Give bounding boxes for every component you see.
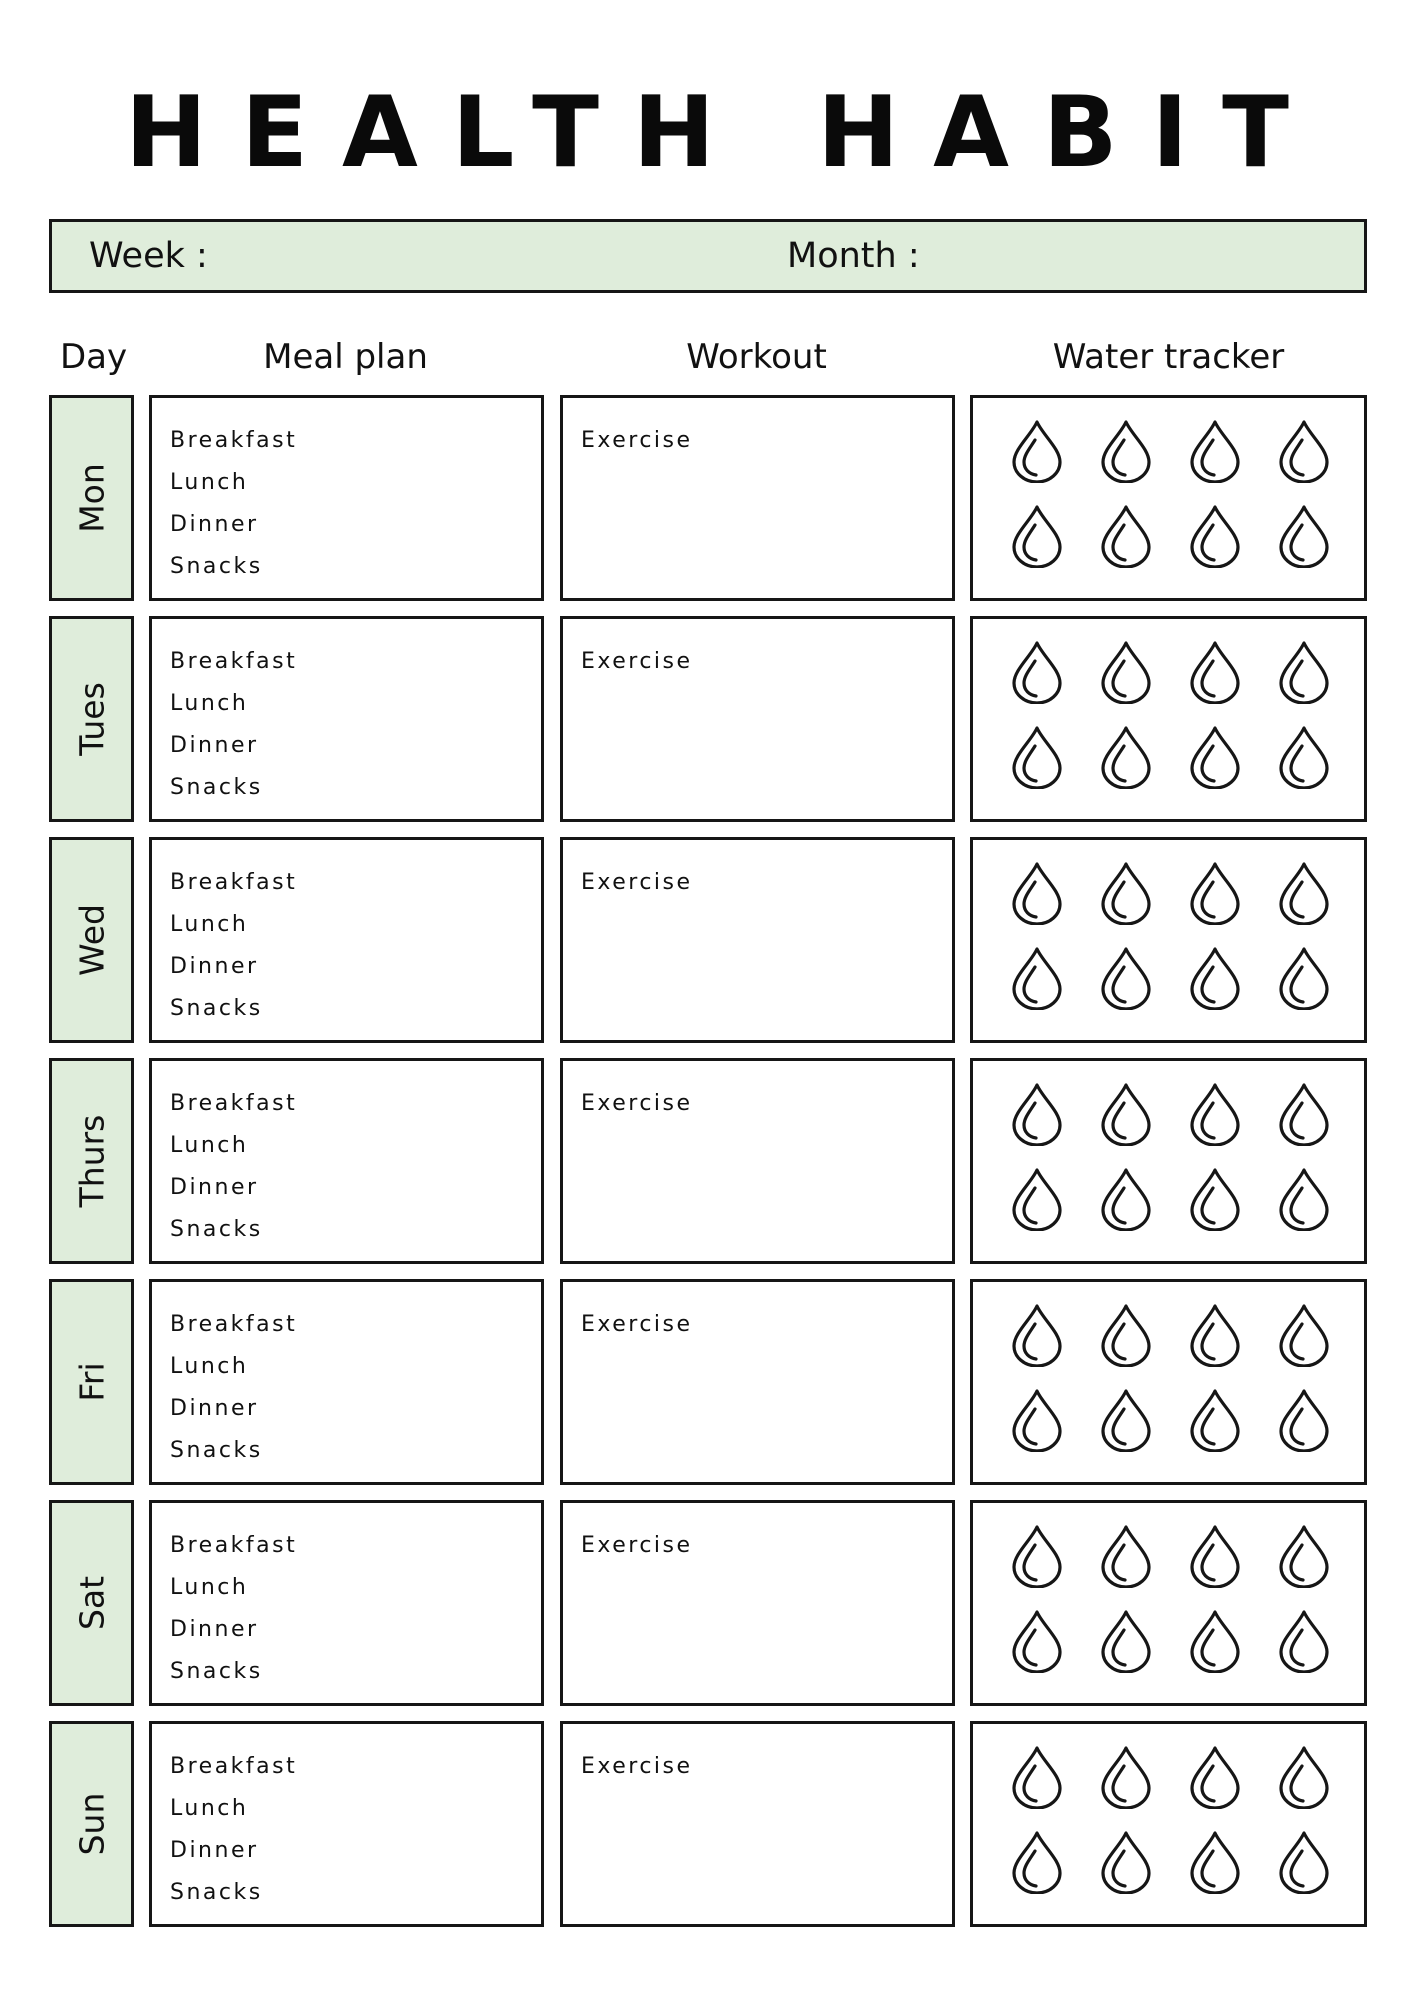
meal-list [170,1304,297,1472]
meal-plan-cell[interactable] [149,1721,544,1927]
meal-item-breakfast: Breakfast [170,1091,298,1116]
water-tracker-cell [970,1058,1367,1264]
water-drop-icon[interactable] [1187,1388,1243,1452]
day-cell [49,1058,134,1264]
water-drop-icon[interactable] [1276,725,1332,789]
water-drop-icon[interactable] [1098,1082,1154,1146]
water-drop-icon[interactable] [1187,640,1243,704]
meal-item-lunch: Lunch [170,1354,249,1379]
meal-item-lunch: Lunch [170,1575,249,1600]
exercise-label: Exercise [581,870,693,895]
meal-list [170,1525,297,1693]
water-drop-icon[interactable] [1187,1830,1243,1894]
exercise-label: Exercise [581,649,693,674]
meal-item-dinner: Dinner [170,1396,259,1421]
workout-cell[interactable] [560,1058,955,1264]
water-drops [1009,861,1339,1010]
meal-item-snacks: Snacks [170,1880,263,1905]
water-drop-icon[interactable] [1276,419,1332,483]
meal-list [170,641,297,809]
water-drop-icon[interactable] [1009,1745,1065,1809]
water-drop-icon[interactable] [1187,861,1243,925]
workout-cell[interactable] [560,395,955,601]
weekly-table [0,395,1414,1942]
meal-list [170,862,297,1030]
water-drop-icon[interactable] [1009,1167,1065,1231]
water-drop-icon[interactable] [1187,1745,1243,1809]
water-drop-icon[interactable] [1098,1524,1154,1588]
water-drop-icon[interactable] [1187,419,1243,483]
meal-plan-cell[interactable] [149,395,544,601]
meal-item-dinner: Dinner [170,1838,259,1863]
meal-item-lunch: Lunch [170,912,249,937]
meal-item-snacks: Snacks [170,775,263,800]
workout-cell[interactable] [560,837,955,1043]
day-cell [49,837,134,1043]
water-drops [1009,419,1339,568]
day-row-sun [0,1721,1414,1927]
water-drop-icon[interactable] [1009,1303,1065,1367]
exercise-label: Exercise [581,1754,693,1779]
column-header-meal-plan: Meal plan [263,337,428,377]
meal-item-dinner: Dinner [170,954,259,979]
meal-item-snacks: Snacks [170,996,263,1021]
water-tracker-cell [970,837,1367,1043]
water-drop-icon[interactable] [1009,1830,1065,1894]
day-label: Wed [72,904,111,976]
day-label: Fri [72,1362,111,1402]
water-drop-icon[interactable] [1276,1388,1332,1452]
water-drop-icon[interactable] [1276,1830,1332,1894]
day-label: Sun [72,1792,111,1856]
workout-cell[interactable] [560,1279,955,1485]
meal-item-breakfast: Breakfast [170,870,298,895]
water-drops [1009,1082,1339,1231]
water-drop-icon[interactable] [1098,419,1154,483]
meal-list [170,1083,297,1251]
meal-item-lunch: Lunch [170,1133,249,1158]
day-cell [49,395,134,601]
water-drop-icon[interactable] [1098,504,1154,568]
meal-plan-cell[interactable] [149,837,544,1043]
day-row-tues [0,616,1414,822]
week-month-bar [49,219,1367,293]
water-tracker-cell [970,395,1367,601]
water-drop-icon[interactable] [1187,1167,1243,1231]
water-drop-icon[interactable] [1009,504,1065,568]
day-label: Tues [72,682,111,756]
meal-item-snacks: Snacks [170,554,263,579]
water-drop-icon[interactable] [1009,1524,1065,1588]
meal-item-dinner: Dinner [170,733,259,758]
meal-item-snacks: Snacks [170,1217,263,1242]
meal-plan-cell[interactable] [149,1058,544,1264]
water-drop-icon[interactable] [1009,1609,1065,1673]
water-drops [1009,640,1339,789]
water-drop-icon[interactable] [1276,1167,1332,1231]
day-label: Thurs [72,1114,111,1208]
day-cell [49,616,134,822]
exercise-label: Exercise [581,428,693,453]
water-drop-icon[interactable] [1187,504,1243,568]
meal-item-breakfast: Breakfast [170,428,298,453]
meal-plan-cell[interactable] [149,1279,544,1485]
water-drop-icon[interactable] [1098,1830,1154,1894]
water-drop-icon[interactable] [1009,1082,1065,1146]
meal-item-breakfast: Breakfast [170,649,298,674]
exercise-label: Exercise [581,1312,693,1337]
meal-item-snacks: Snacks [170,1659,263,1684]
day-cell [49,1500,134,1706]
water-drop-icon[interactable] [1009,1388,1065,1452]
water-drop-icon[interactable] [1098,1388,1154,1452]
page-title: HEALTH HABIT [125,76,1323,190]
day-cell [49,1721,134,1927]
water-drop-icon[interactable] [1187,725,1243,789]
water-drop-icon[interactable] [1009,640,1065,704]
water-drop-icon[interactable] [1098,1609,1154,1673]
meal-item-snacks: Snacks [170,1438,263,1463]
water-drop-icon[interactable] [1276,1609,1332,1673]
water-drop-icon[interactable] [1187,1082,1243,1146]
workout-cell[interactable] [560,1721,955,1927]
day-row-fri [0,1279,1414,1485]
water-drops [1009,1303,1339,1452]
day-row-thurs [0,1058,1414,1264]
column-header-water-tracker: Water tracker [1052,337,1285,377]
water-drops [1009,1745,1339,1894]
column-header-day: Day [60,337,128,377]
water-drop-icon[interactable] [1098,640,1154,704]
meal-item-dinner: Dinner [170,1617,259,1642]
meal-item-breakfast: Breakfast [170,1312,298,1337]
meal-item-lunch: Lunch [170,470,249,495]
day-row-mon [0,395,1414,601]
column-header-workout: Workout [686,337,827,377]
water-drop-icon[interactable] [1276,1303,1332,1367]
water-drop-icon[interactable] [1187,1609,1243,1673]
day-label: Sat [72,1575,111,1631]
meal-item-lunch: Lunch [170,691,249,716]
water-drop-icon[interactable] [1009,419,1065,483]
day-cell [49,1279,134,1485]
meal-plan-cell[interactable] [149,1500,544,1706]
water-tracker-cell [970,1279,1367,1485]
meal-plan-cell[interactable] [149,616,544,822]
meal-item-dinner: Dinner [170,512,259,537]
water-tracker-cell [970,616,1367,822]
water-drop-icon[interactable] [1098,861,1154,925]
day-row-sat [0,1500,1414,1706]
water-drops [1009,1524,1339,1673]
week-field-label[interactable]: Week : [89,236,208,276]
water-drop-icon[interactable] [1276,1745,1332,1809]
meal-item-breakfast: Breakfast [170,1754,298,1779]
meal-item-lunch: Lunch [170,1796,249,1821]
water-drop-icon[interactable] [1098,1167,1154,1231]
exercise-label: Exercise [581,1091,693,1116]
water-drop-icon[interactable] [1187,1303,1243,1367]
water-drop-icon[interactable] [1276,1524,1332,1588]
water-drop-icon[interactable] [1098,946,1154,1010]
water-tracker-cell [970,1721,1367,1927]
water-tracker-cell [970,1500,1367,1706]
day-row-wed [0,837,1414,1043]
water-drop-icon[interactable] [1009,861,1065,925]
workout-cell[interactable] [560,616,955,822]
workout-cell[interactable] [560,1500,955,1706]
water-drop-icon[interactable] [1276,1082,1332,1146]
water-drop-icon[interactable] [1276,861,1332,925]
water-drop-icon[interactable] [1098,1745,1154,1809]
month-field-label[interactable]: Month : [787,236,920,276]
meal-list [170,1746,297,1914]
water-drop-icon[interactable] [1009,725,1065,789]
meal-item-breakfast: Breakfast [170,1533,298,1558]
water-drop-icon[interactable] [1276,640,1332,704]
water-drop-icon[interactable] [1009,946,1065,1010]
meal-item-dinner: Dinner [170,1175,259,1200]
water-drop-icon[interactable] [1187,1524,1243,1588]
water-drop-icon[interactable] [1098,1303,1154,1367]
water-drop-icon[interactable] [1187,946,1243,1010]
water-drop-icon[interactable] [1276,946,1332,1010]
day-label: Mon [72,463,111,533]
water-drop-icon[interactable] [1276,504,1332,568]
exercise-label: Exercise [581,1533,693,1558]
meal-list [170,420,297,588]
water-drop-icon[interactable] [1098,725,1154,789]
